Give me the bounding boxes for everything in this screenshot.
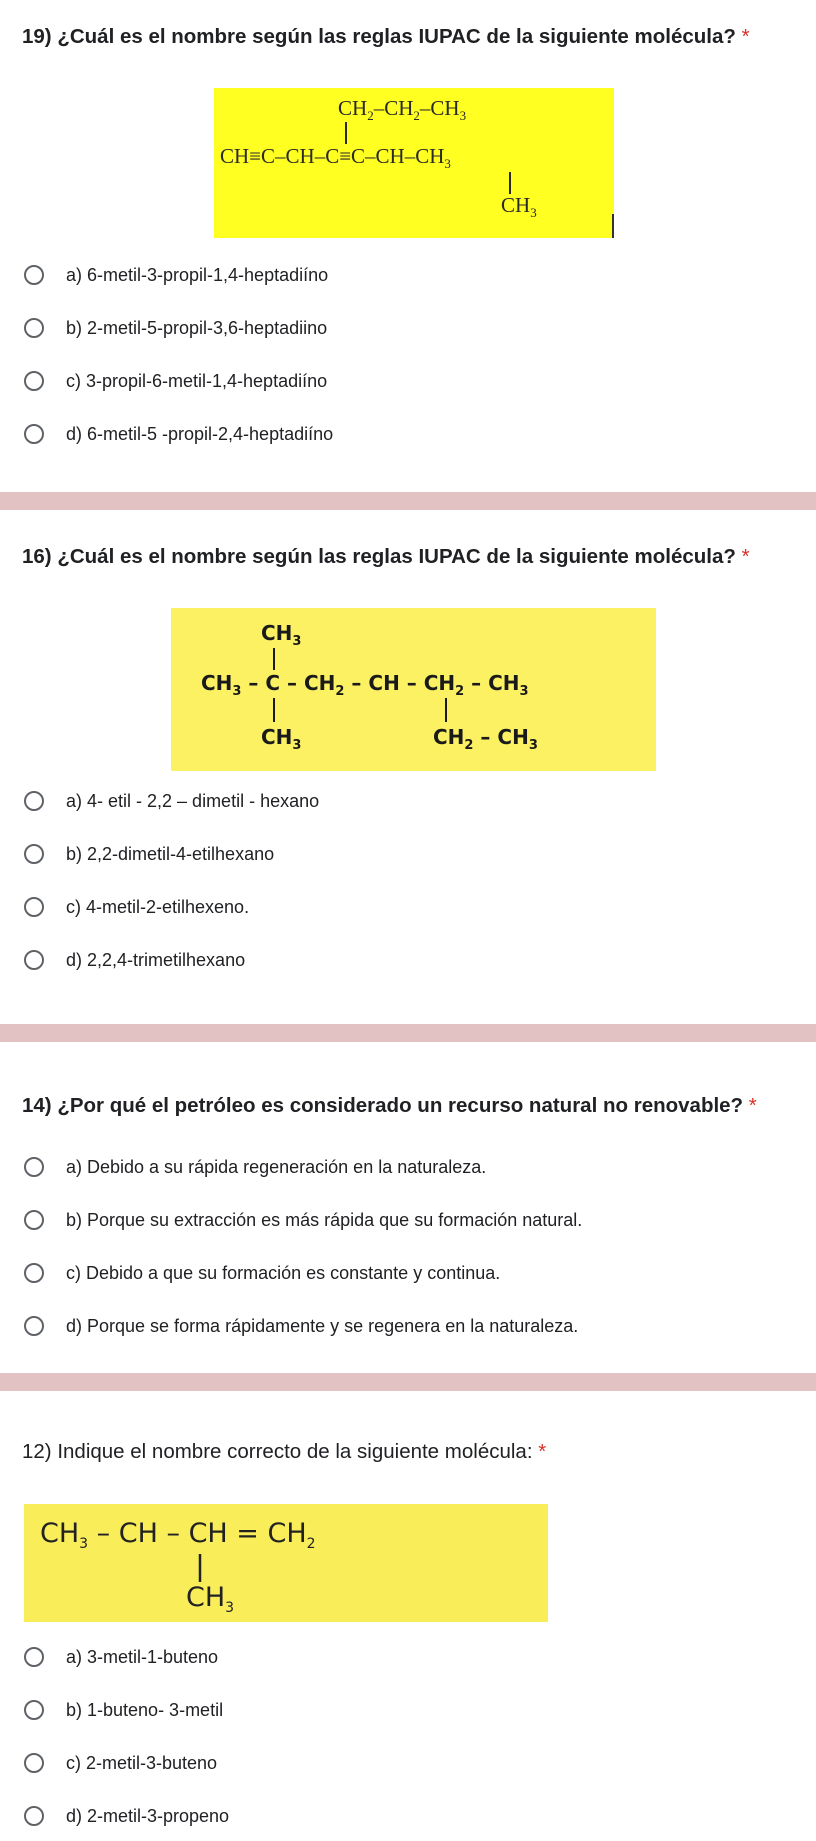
option-c[interactable] — [24, 892, 249, 922]
radio-circle[interactable] — [24, 1210, 44, 1230]
radio-circle[interactable] — [24, 1647, 44, 1667]
question-14 — [0, 1042, 816, 1373]
main-chain-text: $CH\equiv C-CH-C\equiv C-CH-CH_3$ — [220, 144, 451, 171]
section-divider — [0, 492, 816, 510]
molecule-image — [24, 1504, 548, 1622]
branch-bottom-right-text: $CH_2 - CH_3$ — [433, 725, 538, 753]
option-label: a) 3-metil-1-buteno — [66, 1646, 219, 1667]
question-title-text: 12) Indique el nombre correcto de la siguiente molécula: — [22, 1440, 533, 1463]
option-label: c) 2-metil-3-buteno — [66, 1752, 218, 1773]
question-title-text: 14) ¿Por qué el petróleo es considerado un recurso natural no renovable? — [22, 1094, 744, 1117]
radio-circle[interactable] — [24, 318, 44, 338]
option-b[interactable] — [24, 1695, 223, 1725]
option-d[interactable] — [24, 419, 333, 449]
main-chain-text: $CH_3$ – C – $CH_2$ – CH – $CH_2 - CH_3$ — [201, 671, 529, 699]
radio-circle[interactable] — [24, 424, 44, 444]
option-label: c) 3-propil-6-metil-1,4-heptadiíno — [66, 370, 328, 391]
main-chain-text: $CH_3$ – CH – CH = $CH_2$ — [40, 1518, 316, 1552]
option-c[interactable] — [24, 1258, 500, 1288]
radio-circle[interactable] — [24, 791, 44, 811]
option-d[interactable] — [24, 945, 245, 975]
option-label: c) 4-metil-2-etilhexeno. — [66, 896, 250, 917]
question-19 — [0, 0, 816, 492]
option-a[interactable] — [24, 786, 319, 816]
branch-top-text: $CH_2-CH_2-CH_3$ — [338, 96, 467, 123]
radio-circle[interactable] — [24, 950, 44, 970]
branch-bottom-text: $CH_3$ — [501, 193, 537, 220]
question-title — [22, 1093, 757, 1119]
radio-circle[interactable] — [24, 371, 44, 391]
section-divider — [0, 1373, 816, 1391]
radio-circle[interactable] — [24, 844, 44, 864]
option-d[interactable] — [24, 1311, 578, 1341]
molecule-structure-16 — [171, 608, 656, 771]
option-label: c) Debido a que su formación es constante y continua. — [66, 1262, 501, 1283]
question-title-text: 19) ¿Cuál es el nombre según las reglas IUPAC de la siguiente molécula? — [22, 25, 736, 48]
molecule-structure-19 — [214, 88, 614, 238]
required-asterisk: * — [538, 1440, 547, 1463]
question-title-text: 16) ¿Cuál es el nombre según las reglas IUPAC de la siguiente molécula? — [22, 545, 736, 568]
question-title — [22, 24, 750, 50]
option-label: a) 6-metil-3-propil-1,4-heptadiíno — [66, 264, 329, 285]
option-label: d) Porque se forma rápidamente y se regenera en la naturaleza. — [66, 1315, 579, 1336]
radio-circle[interactable] — [24, 265, 44, 285]
molecule-image — [214, 88, 614, 238]
option-b[interactable] — [24, 1205, 582, 1235]
option-label: b) 2-metil-5-propil-3,6-heptadiino — [66, 317, 328, 338]
option-a[interactable] — [24, 1152, 486, 1182]
question-title — [22, 1439, 546, 1465]
radio-circle[interactable] — [24, 1316, 44, 1336]
option-label: b) 2,2-dimetil-4-etilhexano — [66, 843, 275, 864]
required-asterisk: * — [741, 545, 750, 568]
required-asterisk: * — [748, 1094, 757, 1117]
branch-top-text: $CH_3$ — [261, 621, 302, 649]
option-label: a) Debido a su rápida regeneración en la naturaleza. — [66, 1156, 487, 1177]
option-c[interactable] — [24, 1748, 217, 1778]
radio-circle[interactable] — [24, 1263, 44, 1283]
question-12 — [0, 1391, 816, 1841]
option-a[interactable] — [24, 260, 328, 290]
radio-circle[interactable] — [24, 1700, 44, 1720]
branch-bottom-text: $CH_3$ — [186, 1582, 235, 1616]
option-d[interactable] — [24, 1801, 229, 1831]
option-b[interactable] — [24, 839, 274, 869]
option-label: d) 2-metil-3-propeno — [66, 1805, 230, 1826]
option-label: b) Porque su extracción es más rápida que su formación natural. — [66, 1209, 583, 1230]
radio-circle[interactable] — [24, 1753, 44, 1773]
option-label: b) 1-buteno- 3-metil — [66, 1699, 224, 1720]
question-title — [22, 544, 750, 570]
branch-bottom-left-text: $CH_3$ — [261, 725, 302, 753]
option-label: d) 2,2,4-trimetilhexano — [66, 949, 246, 970]
radio-circle[interactable] — [24, 1157, 44, 1177]
molecule-image — [171, 608, 656, 771]
image-edge — [612, 214, 614, 238]
option-label: a) 4- etil - 2,2 – dimetil - hexano — [66, 790, 320, 811]
option-label: d) 6-metil-5 -propil-2,4-heptadiíno — [66, 423, 334, 444]
radio-circle[interactable] — [24, 897, 44, 917]
required-asterisk: * — [741, 25, 750, 48]
option-c[interactable] — [24, 366, 327, 396]
radio-circle[interactable] — [24, 1806, 44, 1826]
molecule-structure-12 — [24, 1504, 548, 1622]
option-a[interactable] — [24, 1642, 218, 1672]
question-16 — [0, 510, 816, 1024]
option-b[interactable] — [24, 313, 327, 343]
section-divider — [0, 1024, 816, 1042]
